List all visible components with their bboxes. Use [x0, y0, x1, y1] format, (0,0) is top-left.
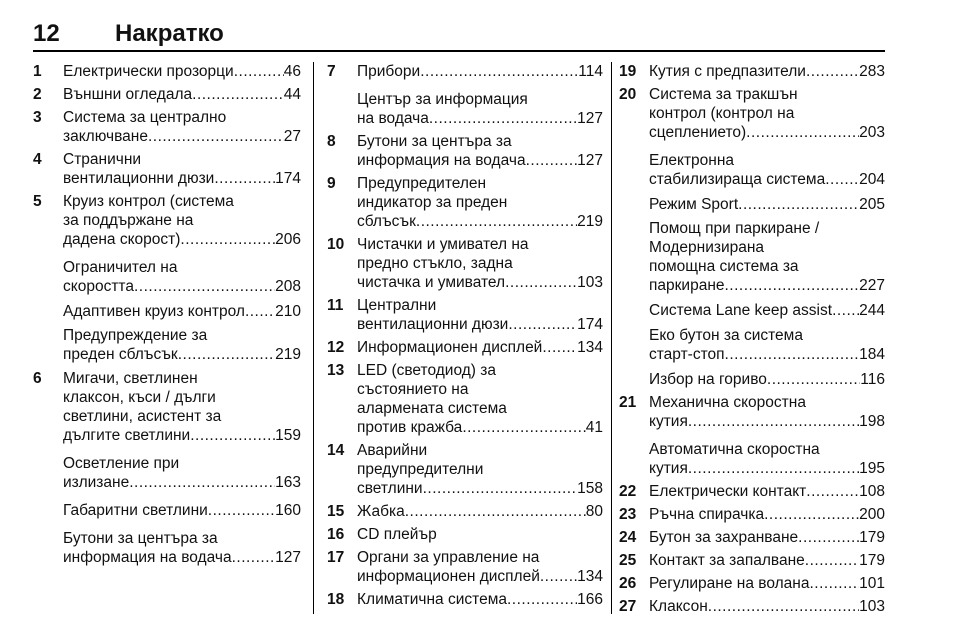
page-header: [33, 20, 885, 52]
entry-text: информация на водача: [63, 549, 232, 566]
dot-leader: [190, 426, 275, 445]
entry-text: Режим Sport: [649, 196, 739, 213]
toc-entry: [619, 528, 885, 547]
entry-page-link[interactable]: 46: [283, 63, 301, 80]
toc-entry: [33, 150, 301, 188]
dot-leader: [806, 482, 859, 501]
entry-text: Осветление при: [63, 455, 180, 472]
entry-text: дадена скорост): [63, 231, 181, 248]
entry-page-link[interactable]: 174: [577, 316, 603, 333]
dot-leader: [738, 195, 859, 214]
dot-leader: [232, 548, 276, 567]
dot-leader: [129, 473, 275, 492]
entry-page-link[interactable]: 108: [859, 483, 885, 500]
entry-page-link[interactable]: 283: [859, 63, 885, 80]
entry-text: скоростта: [63, 278, 134, 295]
toc-entry: [619, 597, 885, 616]
entry-text: Круиз контрол (система: [63, 193, 234, 210]
column-2: [327, 62, 603, 614]
entry-text: Център за информация: [357, 91, 528, 108]
dot-leader: [234, 62, 284, 81]
entry-text: сблъсък: [357, 213, 416, 230]
dot-leader: [416, 212, 577, 231]
entry-text: Клаксон: [649, 598, 708, 615]
entry-text: Бутони за центъра за: [63, 530, 218, 547]
dot-leader: [192, 85, 284, 104]
toc-entry: [327, 590, 603, 609]
toc-entry: [327, 62, 603, 81]
entry-text: излизане: [63, 474, 130, 491]
dot-leader: [832, 301, 859, 320]
dot-leader: [764, 505, 859, 524]
toc-entry: [33, 85, 301, 104]
entry-text: на водача: [357, 110, 429, 127]
entry-text: вентилационни дюзи: [63, 170, 215, 187]
entry-text: Еко бутон за система: [649, 327, 803, 344]
toc-entry: [619, 62, 885, 81]
entry-text: Адаптивен круиз контрол: [63, 303, 245, 320]
dot-leader: [809, 574, 859, 593]
toc-entry: [619, 370, 885, 389]
toc-entry: [619, 551, 885, 570]
entry-page-link[interactable]: 158: [577, 480, 603, 497]
dot-leader: [214, 169, 275, 188]
entry-text: Централни: [357, 297, 437, 314]
entry-page-link[interactable]: 101: [859, 575, 885, 592]
entry-text: Прибори: [357, 63, 421, 80]
entry-number: 12: [327, 339, 345, 356]
entry-text: състоянието на: [357, 381, 469, 398]
entry-text: кутия: [649, 460, 688, 477]
dot-leader: [505, 273, 577, 292]
entry-text: за поддържане на: [63, 212, 194, 229]
dot-leader: [508, 315, 577, 334]
entry-text: Система за тракшън: [649, 86, 798, 103]
entry-text: Габаритни светлини: [63, 502, 208, 519]
entry-number: 2: [33, 86, 42, 103]
entry-number: 26: [619, 575, 637, 592]
entry-number: 17: [327, 549, 345, 566]
dot-leader: [725, 345, 860, 364]
page-title: Накратко: [115, 20, 224, 47]
dot-leader: [540, 567, 577, 586]
entry-text: Регулиране на волана: [649, 575, 810, 592]
entry-page-link[interactable]: 179: [859, 529, 885, 546]
entry-text: сцеплението): [649, 124, 747, 141]
entry-page-link[interactable]: 219: [275, 346, 301, 363]
entry-text: вентилационни дюзи: [357, 316, 509, 333]
entry-page-link[interactable]: 160: [275, 502, 301, 519]
entry-text: клаксон, къси / дълги: [63, 389, 216, 406]
entry-number: 4: [33, 151, 42, 168]
entry-text: Информационен дисплей: [357, 339, 543, 356]
toc-entry: [619, 440, 885, 478]
toc-entry: [33, 192, 301, 249]
column-3: [619, 62, 885, 614]
entry-text: Система Lane keep assist: [649, 302, 833, 319]
entry-text: кутия: [649, 413, 688, 430]
entry-text: информация на водача: [357, 152, 526, 169]
entry-number: 20: [619, 86, 637, 103]
toc-entry: [619, 574, 885, 593]
dot-leader: [148, 127, 284, 146]
dot-leader: [180, 230, 275, 249]
entry-number: 21: [619, 394, 637, 411]
entry-page-link[interactable]: 134: [577, 568, 603, 585]
entry-number: 6: [33, 370, 42, 387]
toc-entry: [619, 505, 885, 524]
toc-entry: [327, 174, 603, 231]
dot-leader: [208, 501, 275, 520]
dot-leader: [798, 528, 859, 547]
entry-text: контрол (контрол на: [649, 105, 795, 122]
toc-entry: [619, 151, 885, 189]
dot-leader: [178, 345, 275, 364]
entry-text: Мигачи, светлинен: [63, 370, 198, 387]
entry-page-link[interactable]: 103: [577, 274, 603, 291]
entry-text: Контакт за запалване: [649, 552, 805, 569]
entry-text: Автоматична скоростна: [649, 441, 820, 458]
column-divider-1: [313, 62, 314, 614]
toc-entry: [33, 326, 301, 364]
entry-number: 5: [33, 193, 42, 210]
entry-page-link[interactable]: 219: [577, 213, 603, 230]
entry-page-link[interactable]: 179: [859, 552, 885, 569]
entry-page-link[interactable]: 41: [585, 419, 603, 436]
entry-text: дългите светлини: [63, 427, 191, 444]
dot-leader: [526, 151, 578, 170]
entry-number: 22: [619, 483, 637, 500]
toc-entry: [619, 326, 885, 364]
dot-leader: [507, 590, 577, 609]
toc-entry: [327, 296, 603, 334]
entry-page-link[interactable]: 227: [859, 277, 885, 294]
dot-leader: [825, 170, 859, 189]
entry-text: Предупредителен: [357, 175, 487, 192]
entry-text: предно стъкло, задна: [357, 255, 513, 272]
entry-text: Ръчна спирачка: [649, 506, 765, 523]
entry-page-link[interactable]: 200: [859, 506, 885, 523]
entry-number: 7: [327, 63, 336, 80]
entry-page-link[interactable]: 134: [577, 339, 603, 356]
entry-page-link[interactable]: 244: [859, 302, 885, 319]
entry-text: Странични: [63, 151, 142, 168]
entry-page-link[interactable]: 103: [859, 598, 885, 615]
header-rule: [33, 50, 885, 52]
toc-entry: [327, 90, 603, 128]
entry-number: 9: [327, 175, 336, 192]
dot-leader: [688, 412, 859, 431]
entry-page-link[interactable]: 116: [860, 371, 885, 388]
entry-page-link[interactable]: 127: [275, 549, 301, 566]
entry-page-link[interactable]: 44: [283, 86, 301, 103]
entry-text: против кражба: [357, 419, 463, 436]
dot-leader: [725, 276, 860, 295]
entry-text: Аварийни: [357, 442, 428, 459]
entry-text: Бутон за захранване: [649, 529, 799, 546]
toc-entry: [33, 529, 301, 567]
page-number: 12: [33, 20, 60, 47]
entry-text: Органи за управление на: [357, 549, 540, 566]
entry-number: 15: [327, 503, 345, 520]
entry-text: LED (светодиод) за: [357, 362, 496, 379]
entry-number: 24: [619, 529, 637, 546]
column-1: [33, 62, 301, 614]
dot-leader: [245, 302, 275, 321]
entry-page-link[interactable]: 80: [585, 503, 603, 520]
entry-text: старт-стоп: [649, 346, 725, 363]
toc-entry: [619, 219, 885, 295]
entry-number: 27: [619, 598, 637, 615]
toc-entry: [33, 62, 301, 81]
entry-text: преден сблъсък: [63, 346, 178, 363]
dot-leader: [429, 109, 577, 128]
entry-text: алармената система: [357, 400, 507, 417]
entry-number: 19: [619, 63, 637, 80]
column-divider-2: [611, 62, 612, 614]
toc-entry: [619, 301, 885, 320]
entry-number: 25: [619, 552, 637, 569]
entry-text: Жабка: [357, 503, 405, 520]
entry-text: Електрически контакт: [649, 483, 807, 500]
toc-entry: [33, 258, 301, 296]
entry-page-link[interactable]: 114: [578, 63, 603, 80]
entry-text: Механична скоростна: [649, 394, 806, 411]
entry-page-link[interactable]: 174: [275, 170, 301, 187]
toc-entry: [327, 548, 603, 586]
toc-entry: [327, 502, 603, 521]
dot-leader: [542, 338, 577, 357]
entry-number: 18: [327, 591, 345, 608]
entry-page-link[interactable]: 198: [859, 413, 885, 430]
dot-leader: [688, 459, 859, 478]
dot-leader: [420, 62, 578, 81]
entry-number: 3: [33, 109, 42, 126]
dot-leader: [708, 597, 859, 616]
entry-text: CD плейър: [357, 526, 437, 543]
entry-text: светлини, асистент за: [63, 408, 222, 425]
entry-text: предупредителни: [357, 461, 484, 478]
entry-number: 8: [327, 133, 336, 150]
entry-text: Електрически прозорци: [63, 63, 234, 80]
entry-page-link[interactable]: 208: [275, 278, 301, 295]
toc-entry: [33, 454, 301, 492]
entry-number: 11: [327, 297, 344, 314]
entry-page-link[interactable]: 205: [859, 196, 885, 213]
entry-number: 10: [327, 236, 345, 253]
entry-text: Бутони за центъра за: [357, 133, 512, 150]
entry-text: индикатор за преден: [357, 194, 508, 211]
toc-entry: [327, 441, 603, 498]
toc-entry: [619, 393, 885, 431]
toc-entry: [33, 369, 301, 445]
toc-entry: [33, 108, 301, 146]
entry-number: 23: [619, 506, 637, 523]
dot-leader: [134, 277, 275, 296]
toc-entry: [33, 302, 301, 321]
entry-number: 1: [33, 63, 42, 80]
entry-text: чистачка и умивател: [357, 274, 506, 291]
dot-leader: [423, 479, 578, 498]
toc-entry: [327, 525, 603, 544]
entry-number: 16: [327, 526, 345, 543]
entry-text: Ограничител на: [63, 259, 178, 276]
entry-page-link[interactable]: 206: [275, 231, 301, 248]
dot-leader: [767, 370, 860, 389]
entry-page-link[interactable]: 195: [859, 460, 885, 477]
entry-page-link[interactable]: 159: [275, 427, 301, 444]
entry-page-link[interactable]: 127: [577, 152, 603, 169]
entry-text: Кутия с предпазители: [649, 63, 806, 80]
dot-leader: [746, 123, 859, 142]
entry-text: Чистачки и умивател на: [357, 236, 529, 253]
entry-page-link[interactable]: 204: [859, 171, 885, 188]
entry-text: Избор на гориво: [649, 371, 767, 388]
entry-text: Електронна: [649, 152, 735, 169]
dot-leader: [405, 502, 586, 521]
entry-page-link[interactable]: 210: [275, 303, 301, 320]
entry-page-link[interactable]: 27: [283, 128, 301, 145]
entry-text: помощна система за: [649, 258, 799, 275]
toc-entry: [327, 338, 603, 357]
toc-entry: [619, 482, 885, 501]
toc-entry: [619, 85, 885, 142]
entry-text: заключване: [63, 128, 148, 145]
dot-leader: [805, 551, 859, 570]
entry-number: 13: [327, 362, 345, 379]
toc-entry: [33, 501, 301, 520]
toc-entry: [327, 132, 603, 170]
entry-number: 14: [327, 442, 345, 459]
toc-entry: [327, 235, 603, 292]
entry-text: Предупреждение за: [63, 327, 208, 344]
entry-page-link[interactable]: 163: [275, 474, 301, 491]
dot-leader: [806, 62, 859, 81]
entry-text: паркиране: [649, 277, 725, 294]
entry-text: светлини: [357, 480, 423, 497]
entry-text: информационен дисплей: [357, 568, 540, 585]
entry-text: Външни огледала: [63, 86, 193, 103]
entry-text: Помощ при паркиране /: [649, 220, 820, 237]
toc-entry: [619, 195, 885, 214]
entry-page-link[interactable]: 184: [859, 346, 885, 363]
entry-page-link[interactable]: 127: [577, 110, 603, 127]
entry-text: Система за централно: [63, 109, 227, 126]
entry-text: стабилизираща система: [649, 171, 826, 188]
entry-text: Климатична система: [357, 591, 507, 608]
toc-entry: [327, 361, 603, 437]
entry-page-link[interactable]: 203: [859, 124, 885, 141]
entry-page-link[interactable]: 166: [577, 591, 603, 608]
entry-text: Модернизирана: [649, 239, 765, 256]
dot-leader: [462, 418, 585, 437]
